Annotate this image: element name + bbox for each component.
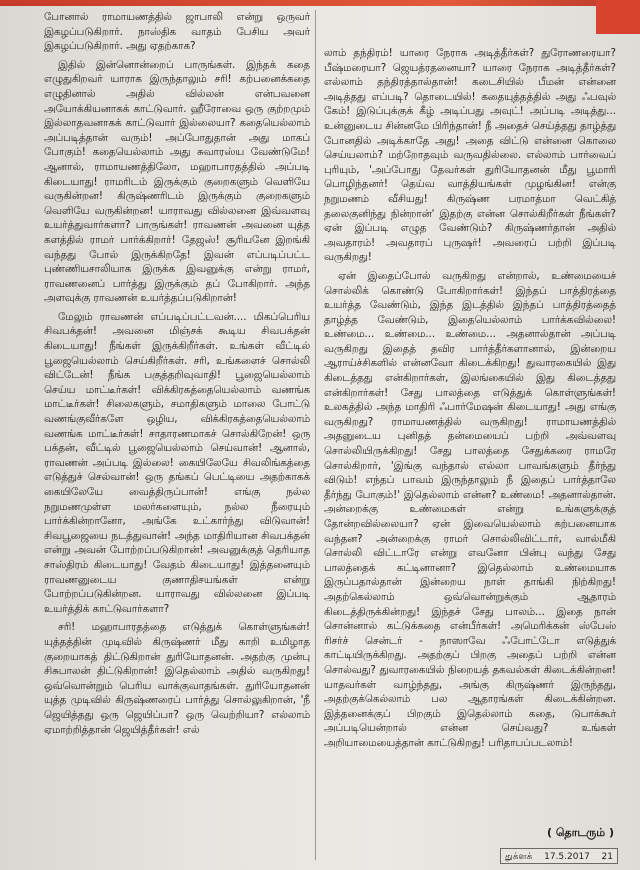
paragraph: லாம் தந்திரம்! யாரை நேராக அடித்தீர்கள்? துரோணரையா? பீஷ்மரையா? ஜெயத்ரதனையா? யாரை நேராக அடித்தீர்கள்? எல்லாம் தந்திரத்தால்தான்! கடைசியில் பீமன் என்னை அடித்தது எப்படி? தொடையில்! கதையுத்தத்தில் அது ஃபவுல் கேம்! இடுப்புக்குக் கீழ் அடிப்பது அவுட்! அப்படி அடித்து... உன்னுடைய சின்னமே பிரிந்தான்! நீ அதைச் செய்த்தது தாழ்த்து போனதில் அடிக்காதே அது! அதை விட்டு என்னை கொலை செய்யலாம்? மற்றோதவும் வருவதில்லை. எல்லாம் பார்வைப் புரியும், 'அப்போது தேவர்கள் துரியோதனன் மீது பூமாரி பொழிந்தனர்! தெய்வ வாத்தியங்கள் முழங்கின! என்கு நறுமணம் வீசியது! கிருஷ்ண பரமாத்மா வெட்கித் தலைகுனிந்து நின்றான்' இதற்கு என்ன சொல்கிறீர்கள் நீங்கள்? ஏன் இப்படி எழுத வேண்டும்? கிருஷ்ணர்தான் அதில் அவதாரம்! அவதாரப் புருஷர்! அவரைப் பற்றி இப்படி வருகிறது!	[324, 47, 616, 264]
page-number: 21	[601, 852, 613, 862]
magazine-name: துக்ளக்	[505, 852, 533, 862]
paragraph: இதில் இன்னொன்றைப் பாருங்கள். இந்தக் கதை எழுதுகிறவர் யாராக இருந்தாலும் சரி! கற்பனைக்கதை எழுதினால் அதில் வில்லன் என்பவனை அயோக்கியனாகக் காட்டுவார். ஹீரோவை ஒரு குற்றமும் இல்லாதவனாகக் காட்டுவார் இல்லையா? கதையெல்லாம் அப்படித்தான் வரும்! அப்போதுதான் அது மாகப் போகும்! கதையெல்லாம் அது சுவாரஸ்ய வேண்டுமே! ஆனால், ராமாயணத்திலோ, மஹாபாரதத்தில் அப்படி கிடையாது! ராமரிடம் இருக்கும் குறைகளும் வெளியே வருகின்றன! கிருஷ்ணரிடம் இருக்கும் குறைகளும் வெளியே வருகின்றன! யாராவது வில்லனை இவ்வளவு உயர்த்துவார்களா? பாருங்கள்! ராவணன் அவனை யுத்த களத்தில் ராமர் பார்க்கிறார்! தேஜஸ்! சூரியனே இறங்கி வந்தது போல் இருக்கிறதே! இவன் எப்படிப்பட்ட புண்ணியசாலியாக இருக்க இவனுக்கு என்று ராமர், ராவணனைப் பார்த்து இருக்கும் தப் போகிறார். அந்த அளவுக்கு ராவணன் உயர்த்தப்படுகிறான்!	[44, 58, 310, 305]
paragraph: சரி! மஹாபாரதத்தை எடுத்துக் கொள்ளுங்கள்! யுத்தத்தின் முடிவில் கிருஷ்ணர் மீது காறி உமிழாத குறையாகத் திட்டுகிறான் துரியோதனன். அதற்கு முன்பு சிசுபாலன் திட்டுகிறான்! இதெல்லாம் அதில் வருகிறது! ஒவ்வொன்றும் பெரிய வாக்குவாதங்கள். துரியோதனன் யுத்த முடிவில் கிருஷ்ணரைப் பார்த்து சொல்லுகிறான், 'நீ ஜெயித்தது ஒரு ஜெயிப்பா? ஒரு வெற்றியா? எல்லாம் ஏமாற்றித்தான் ஜெயித்தீர்கள்! எல்	[44, 621, 310, 736]
continued-label: ( தொடரும் )	[547, 826, 614, 839]
corner-red-strip	[596, 0, 640, 34]
right-column	[324, 46, 616, 870]
paragraph: மேலும் ராவணன் எப்படிப்பட்டவன்.... மிகப்பெரிய சிவபக்தன்! அவனை மிஞ்சக் கூடிய சிவபக்தன் கிடையாது! நீங்கள் இருக்கிறீர்கள். உங்கள் வீட்டில் பூஜையெல்லாம் செய்கிறீர்கள். சரி, உங்களைச் சொல்லி விட்டேன்! நீங்க பகுத்தறிவுவாதி! பூஜையெல்லாம் செய்ய மாட்டீர்கள்! விக்கிரகத்தையெல்லாம் வணங்க மாட்டீர்கள்! சிலைகளும், சமாதிகளும் மாலை போட்டு வணங்குவீர்களே ஒழிய, விக்கிரகத்தையெல்லாம் வணங்க மாட்டீர்கள்! சாதாரணமாகச் சொல்கிறேன்! ஒரு பக்தன், வீட்டில் பூஜையெல்லாம் செய்வான்! ஆனால், ராவணன் அப்படி இல்லை! கையிலேயே சிவலிங்கத்தை எடுத்துச் செல்வான்! ஒரு தங்கப் பெட்டியை அதற்காகக் கையிலேயே வைத்திருப்பான்! எங்கு நல்ல நறுமணமுள்ள மலர்களையும், நல்ல நீரையும் பார்க்கின்றானோ, அங்கே உட்கார்ந்து விடுவான்! சிவபூஜையை நடத்துவான்! அந்த மாதிரியான சிவபக்தன் என்று அவன் போற்றப்படுகிறான்! அவனுக்குத் தெரியாத சாஸ்திரம் கிடையாது! வேதம் கிடையாது! இத்தனையும் ராவணனுடைய குணாதிசயங்கள் என்று போற்றப்படுகின்றன. யாராவது வில்லனை இப்படி உயர்த்திக் காட்டுவார்களா?	[44, 310, 310, 615]
page-footer	[500, 848, 618, 864]
paragraph: போனால் ராமாயணத்தில் ஜாபாலி என்று ஒருவர் இகழப்படுகிறார். நாஸ்திக வாதம் பேசிய அவர் இகழப்படுகிறார். அது ஏதற்காக?	[44, 11, 310, 53]
column-divider	[315, 10, 316, 860]
paragraph: ஏன் இதைப்போல் வருகிறது என்றால், உண்மையைச் சொல்லிக் கொண்டு போகிறார்கள்! இந்தப் பாத்திரத்தை உயர்த்த வேண்டும், இந்த இடத்தில் இந்தப் பாத்திரத்தைத் தாழ்த்த வேண்டும், இதையெல்லாம் பார்க்கவில்லை! உண்மை... உண்மை... உண்மை... அதனால்தான் அப்படி வருகிறது இதைத் தவிர பார்த்தீர்களானால், இன்றைய ஆராய்ச்சிகளில் என்னவோ கிடைக்கிறது! துவாரகையில் இது கிடைத்தது என்கிறார்கள், இலங்கையில் இது கிடைத்தது என்கிறார்கள்! சேது பாலத்தை எடுத்துக் கொள்ளுங்கள்! உலகத்தில் அந்த மாதிரி ஃபார்மேஷன் கிடையாது! அது எங்கு வருகிறது? ராமாயணத்தில் வருகிறது! ராமாயணத்தில் அதனுடைய புனிதத் தன்மையைப் பற்றி அவ்வளவு சொல்லியிருக்கிறது! சேது பாலத்தை சேதுக்கரை ராமரே சொல்கிறார், 'இங்கு வந்தால் எல்லா பாவங்களும் தீர்ந்து விடும்! எந்தப் பாவம் இருந்தாலும் நீ இதைப் பார்த்தாலே தீர்ந்து போகும்!' இதெல்லாம் என்ன? உண்மை! அதனால்தான். அன்றைக்கு உண்மைகள் என்று உங்களுக்குத் தோன்றவில்லையா? ஏன் இவையெல்லாம் கற்பனையாக வந்தன? அன்றைக்கு ராமர் சொல்லிவிட்டார், வால்மீகி சொல்லி விட்டாரே என்று எவனோ பின்பு வந்து சேது பாலத்தைக் கட்டினானா? இதெல்லாம் உண்மையாக இருப்பதால்தான் இன்றைய நாள் தாங்கி நிற்கிறது! அதற்கெல்லாம் ஒவ்வொன்றுக்கும் ஆதாரம் கிடைத்திருக்கின்றது! இந்தச் சேது பாலம்... இதை நான் சொன்னால் கட்டுக்கதை என்பீர்கள்! அமெரிக்கன் ஸ்பேஸ் ரிசர்ச் சென்டர் - நாஸாவே ஃபோட்டோ எடுத்துக் காட்டியிருக்கிறது. அதற்குப் பிறகு அதைப் பற்றி என்ன சொல்வது? துவாரகையில் நிறையத் தகவல்கள் கிடைக்கின்றன! யாதவர்கள் வாழ்ந்தது, அங்கு கிருஷ்ணர் இருந்தது, அதற்குக்கெல்லாம் பல ஆதாரங்கள் கிடைக்கின்றன. இத்தனைக்குப் பிறகும் இதெல்லாம் கதை, டுபாக்கூர் அப்படியென்றால் என்ன செய்வது? உங்கள் அறியாமையைத்தான் காட்டுகிறது! பரிதாபப்படலாம்!	[324, 269, 616, 749]
issue-date: 17.5.2017	[544, 852, 590, 862]
left-column	[44, 10, 310, 870]
top-color-bar	[0, 0, 640, 6]
